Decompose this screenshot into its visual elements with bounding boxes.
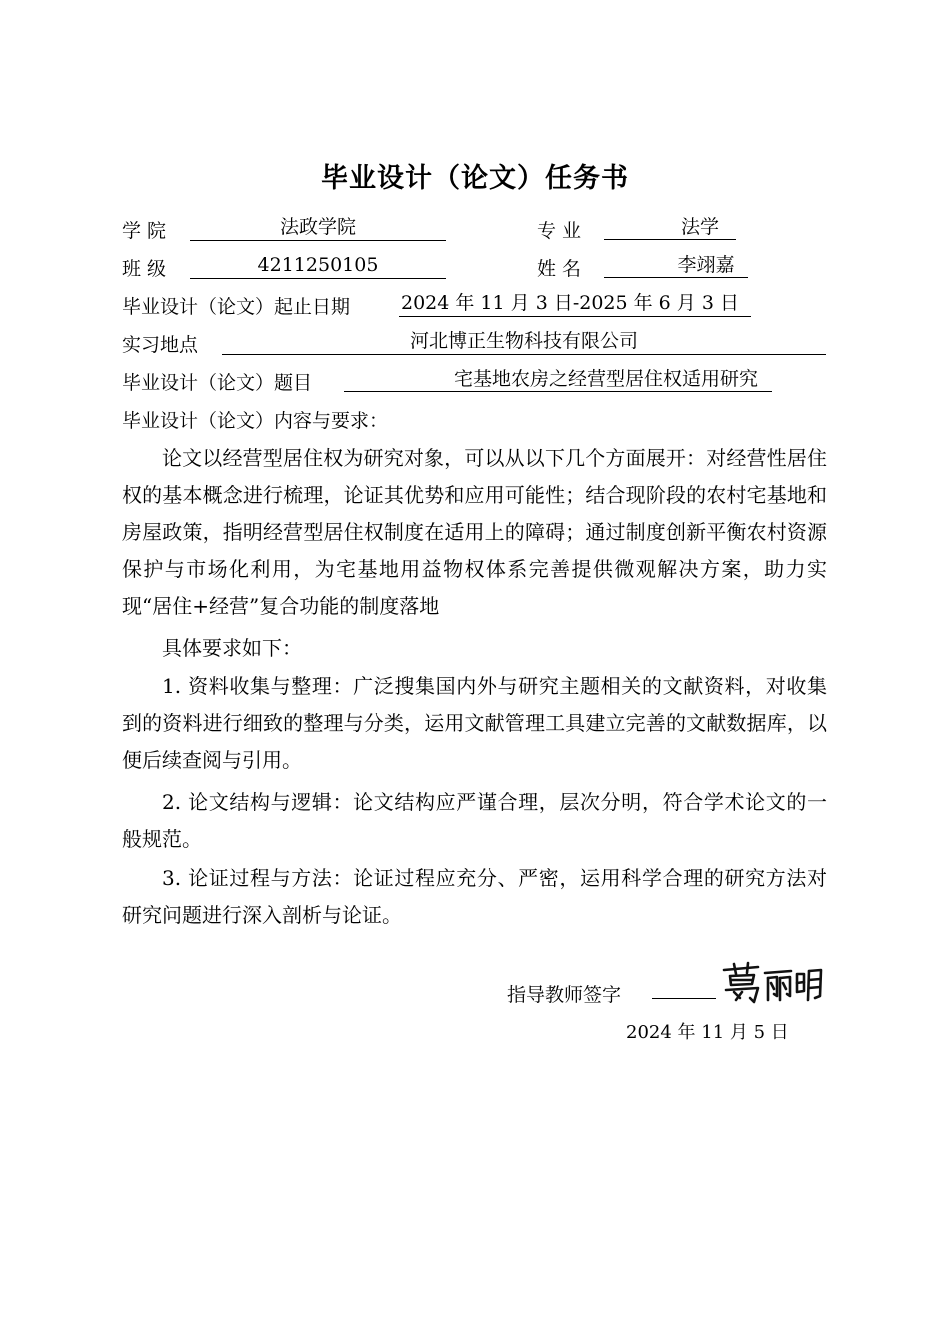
college-value: 法政学院 [190,214,446,241]
requirement-1: 1. 资料收集与整理：广泛搜集国内外与研究主题相关的文献资料，对收集到的资料进行细致的整理与分类，运用文献管理工具建立完善的文献数据库，以便后续查阅与引用。 [122,674,827,772]
major-value: 法学 [604,214,736,240]
requirement-2: 2. 论文结构与逻辑：论文结构应严谨合理，层次分明，符合学术论文的一般规范。 [122,790,827,851]
class-label: 班 级 [122,258,167,280]
college-label: 学 院 [122,220,167,242]
internship-label: 实习地点 [122,334,199,356]
page-title: 毕业设计（论文）任务书 [321,163,629,194]
name-label: 姓 名 [537,258,582,280]
internship-value: 河北博正生物科技有限公司 [222,328,826,355]
name-value: 李翊嘉 [604,252,748,278]
topic-value: 宅基地农房之经营型居住权适用研究 [344,366,772,392]
sign-date: 2024 年 11 月 5 日 [626,1022,789,1043]
period-label: 毕业设计（论文）起止日期 [122,296,351,318]
signature-line [652,998,716,999]
content-label: 毕业设计（论文）内容与要求： [122,410,389,432]
requirements-intro: 具体要求如下： [162,636,302,660]
topic-label: 毕业设计（论文）题目 [122,372,313,394]
class-value: 4211250105 [190,252,446,279]
requirement-3: 3. 论证过程与方法：论证过程应充分、严密，运用科学合理的研究方法对研究问题进行深入剖析与论证。 [122,866,827,927]
advisor-signature-label: 指导教师签字 [507,984,622,1006]
major-label: 专 业 [537,220,582,242]
advisor-signature [720,960,830,1006]
period-value: 2024 年 11 月 3 日-2025 年 6 月 3 日 [399,290,751,317]
intro-paragraph: 论文以经营型居住权为研究对象，可以从以下几个方面展开：对经营性居住权的基本概念进行梳理，论证其优势和应用可能性；结合现阶段的农村宅基地和房屋政策，指明经营型居住权制度在适用上的障碍；通过制度创新平衡农村资源保护与市场化利用，为宅基地用益物权体系完善提供微观解决方案，助力实现“居住+经营”复合功能的制度落地 [122,446,827,618]
